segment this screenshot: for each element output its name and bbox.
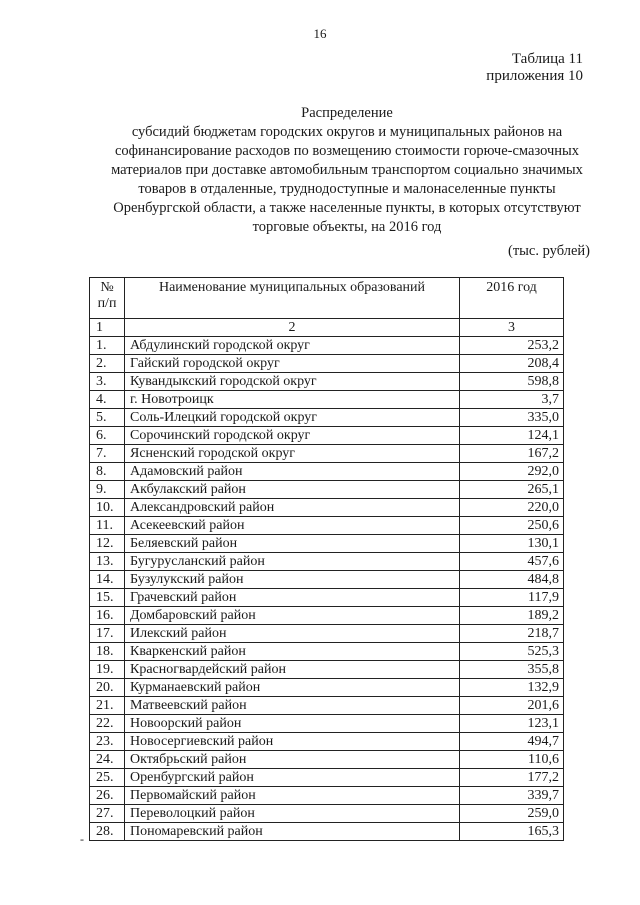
subsidy-value: 355,8: [460, 661, 564, 679]
municipality-name: г. Новотроицк: [125, 391, 460, 409]
municipality-name: Новосергиевский район: [125, 733, 460, 751]
municipality-name: Абдулинский городской округ: [125, 337, 460, 355]
margin-mark: -: [80, 832, 84, 846]
table-row: [90, 553, 564, 571]
row-number: 14.: [90, 571, 125, 589]
row-number: 25.: [90, 769, 125, 787]
row-number: 26.: [90, 787, 125, 805]
table-row: [90, 733, 564, 751]
row-number: 10.: [90, 499, 125, 517]
title-line: Распределение: [301, 105, 393, 121]
table-row: [90, 355, 564, 373]
municipality-name: Новоорский район: [125, 715, 460, 733]
row-number: 24.: [90, 751, 125, 769]
row-number: 21.: [90, 697, 125, 715]
municipality-name: Матвеевский район: [125, 697, 460, 715]
header-num: [90, 278, 125, 319]
title-line: Оренбургской области, а также населенные пункты, в которых отсутствуют: [113, 200, 581, 216]
table-row: [90, 751, 564, 769]
table-header-row: [90, 278, 564, 319]
index-cell: 2: [125, 319, 460, 337]
subsidy-value: 123,1: [460, 715, 564, 733]
table-row: [90, 391, 564, 409]
title-line: материалов при доставке автомобильным транспортом социально значимых: [111, 162, 583, 178]
municipality-name: Оренбургский район: [125, 769, 460, 787]
municipality-name: Кваркенский район: [125, 643, 460, 661]
table-row: [90, 679, 564, 697]
municipality-name: Бузулукский район: [125, 571, 460, 589]
subsidy-value: 259,0: [460, 805, 564, 823]
row-number: 18.: [90, 643, 125, 661]
municipality-name: Первомайский район: [125, 787, 460, 805]
row-number: 4.: [90, 391, 125, 409]
subsidy-value: 265,1: [460, 481, 564, 499]
subsidy-value: 250,6: [460, 517, 564, 535]
municipality-name: Домбаровский район: [125, 607, 460, 625]
municipality-name: Адамовский район: [125, 463, 460, 481]
subsidy-value: 484,8: [460, 571, 564, 589]
subsidy-value: 253,2: [460, 337, 564, 355]
table-row: [90, 535, 564, 553]
row-number: 2.: [90, 355, 125, 373]
table-row: [90, 589, 564, 607]
municipality-name: Акбулакский район: [125, 481, 460, 499]
row-number: 17.: [90, 625, 125, 643]
municipality-name: Пономаревский район: [125, 823, 460, 841]
subsidy-value: 189,2: [460, 607, 564, 625]
table-row: [90, 499, 564, 517]
table-row: [90, 625, 564, 643]
table-row: [90, 697, 564, 715]
municipality-name: Соль-Илецкий городской округ: [125, 409, 460, 427]
subsidy-table: [89, 277, 564, 841]
row-number: 9.: [90, 481, 125, 499]
subsidy-value: 110,6: [460, 751, 564, 769]
municipality-name: Асекеевский район: [125, 517, 460, 535]
subsidy-value: 117,9: [460, 589, 564, 607]
subsidy-value: 3,7: [460, 391, 564, 409]
municipality-name: Беляевский район: [125, 535, 460, 553]
row-number: 22.: [90, 715, 125, 733]
table-ref-line2: приложения 10: [486, 68, 583, 84]
title-line: товаров в отдаленные, труднодоступные и малонаселенные пункты: [138, 181, 556, 197]
municipality-name: Курманаевский район: [125, 679, 460, 697]
table-row: [90, 427, 564, 445]
subsidy-value: 167,2: [460, 445, 564, 463]
row-number: 27.: [90, 805, 125, 823]
row-number: 20.: [90, 679, 125, 697]
subsidy-value: 339,7: [460, 787, 564, 805]
row-number: 5.: [90, 409, 125, 427]
municipality-name: Бугурусланский район: [125, 553, 460, 571]
municipality-name: Александровский район: [125, 499, 460, 517]
row-number: 6.: [90, 427, 125, 445]
table-row: [90, 823, 564, 841]
municipality-name: Илекский район: [125, 625, 460, 643]
subsidy-value: 201,6: [460, 697, 564, 715]
table-ref-line1: Таблица 11: [511, 51, 583, 67]
municipality-name: Грачевский район: [125, 589, 460, 607]
header-year: 2016 год: [460, 278, 564, 319]
table-row: [90, 517, 564, 535]
title-line: торговые объекты, на 2016 год: [252, 219, 442, 235]
row-number: 11.: [90, 517, 125, 535]
title-line: софинансирование расходов по возмещению стоимости горюче-смазочных: [114, 143, 580, 159]
table-row: [90, 373, 564, 391]
table-row: [90, 409, 564, 427]
table-row: [90, 445, 564, 463]
row-number: 28.: [90, 823, 125, 841]
subsidy-value: 335,0: [460, 409, 564, 427]
subsidy-value: 165,3: [460, 823, 564, 841]
row-number: 3.: [90, 373, 125, 391]
municipality-name: Ясненский городской округ: [125, 445, 460, 463]
units-label: (тыс. рублей): [508, 243, 590, 259]
table-row: [90, 337, 564, 355]
column-index-row: [90, 319, 564, 337]
subsidy-value: 218,7: [460, 625, 564, 643]
subsidy-value: 177,2: [460, 769, 564, 787]
table-row: [90, 481, 564, 499]
table-row: [90, 463, 564, 481]
subsidy-value: 220,0: [460, 499, 564, 517]
table-row: [90, 571, 564, 589]
row-number: 8.: [90, 463, 125, 481]
table-row: [90, 715, 564, 733]
row-number: 19.: [90, 661, 125, 679]
header-num-line2: п/п: [97, 296, 117, 311]
document-title: [92, 104, 602, 237]
index-cell: 3: [460, 319, 564, 337]
row-number: 16.: [90, 607, 125, 625]
subsidy-value: 494,7: [460, 733, 564, 751]
index-cell: 1: [90, 319, 125, 337]
municipality-name: Переволоцкий район: [125, 805, 460, 823]
subsidy-value: 525,3: [460, 643, 564, 661]
header-num-line1: №: [100, 280, 114, 295]
table-row: [90, 769, 564, 787]
row-number: 23.: [90, 733, 125, 751]
table-row: [90, 661, 564, 679]
table-row: [90, 805, 564, 823]
row-number: 15.: [90, 589, 125, 607]
table-row: [90, 643, 564, 661]
table-reference: [486, 51, 583, 85]
page-number: 16: [313, 26, 327, 41]
title-line: субсидий бюджетам городских округов и муниципальных районов на: [131, 124, 563, 140]
row-number: 1.: [90, 337, 125, 355]
municipality-name: Кувандыкский городской округ: [125, 373, 460, 391]
subsidy-value: 457,6: [460, 553, 564, 571]
subsidy-value: 132,9: [460, 679, 564, 697]
subsidy-value: 130,1: [460, 535, 564, 553]
municipality-name: Красногвардейский район: [125, 661, 460, 679]
municipality-name: Октябрьский район: [125, 751, 460, 769]
subsidy-value: 208,4: [460, 355, 564, 373]
table-row: [90, 607, 564, 625]
row-number: 13.: [90, 553, 125, 571]
header-name: Наименование муниципальных образований: [125, 278, 460, 319]
subsidy-value: 598,8: [460, 373, 564, 391]
municipality-name: Гайский городской округ: [125, 355, 460, 373]
table-row: [90, 787, 564, 805]
row-number: 7.: [90, 445, 125, 463]
subsidy-value: 124,1: [460, 427, 564, 445]
subsidy-value: 292,0: [460, 463, 564, 481]
row-number: 12.: [90, 535, 125, 553]
municipality-name: Сорочинский городской округ: [125, 427, 460, 445]
